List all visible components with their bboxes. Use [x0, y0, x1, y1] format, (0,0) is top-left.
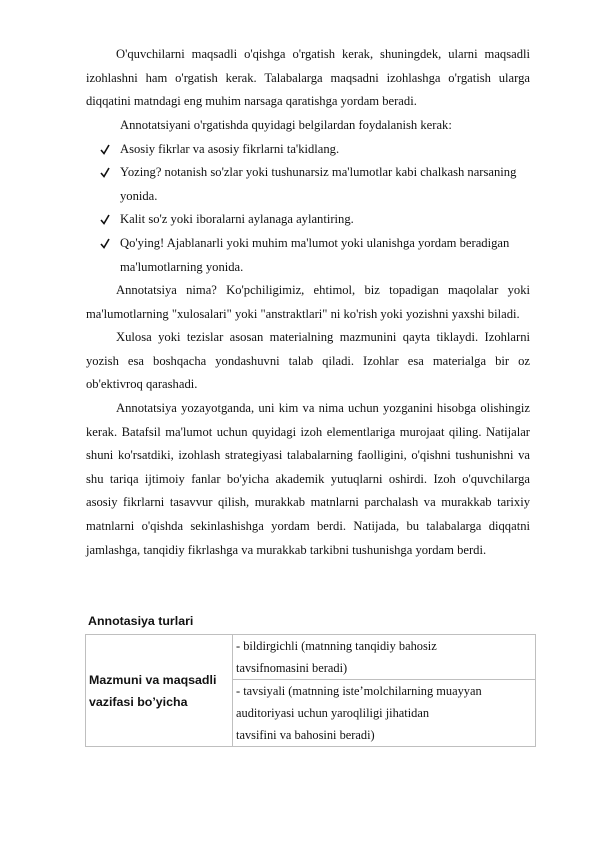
- checkmark-icon: [100, 144, 110, 155]
- bullet-item-1: [120, 138, 530, 162]
- bullet-text-4: Qo'ying! Ajablanarli yoki muhim ma'lumot yoki ulanishga yordam beradigan ma'lumotlarning yonida.: [120, 236, 510, 274]
- cell-text-line: - tavsiyali (matnning iste’molchilarning muayyan: [236, 684, 482, 698]
- cell-text-line: tavsifini va bahosini beradi): [236, 728, 375, 742]
- bullet-text-1: Asosiy fikrlar va asosiy fikrlarni ta'kidlang.: [120, 142, 340, 156]
- paragraph-summary-vs-annotation: Xulosa yoki tezislar asosan materialning mazmunini qayta tiklaydi. Izohlarni yozish esa boshqacha yondashuvni talab qiladi. Izohlar esa materialga bir oz ob'ektivroq qarashadi.: [86, 330, 530, 392]
- cell-text-line: - bildirgichli (matnning tanqidiy bahosiz: [236, 639, 437, 653]
- paragraph-what-is-annotation: Annotatsiya nima? Ko'pchiligimiz, ehtimol, biz topadigan maqolalar yoki ma'lumotlarning "xulosalari" yoki "anstraktlari" ni ko'rish yoki yozishni yaxshi biladi.: [86, 283, 530, 321]
- bullet-item-4: [120, 232, 530, 279]
- cell-text-line: tavsifnomasini beradi): [236, 661, 348, 675]
- checkmark-icon: [100, 238, 110, 249]
- category-label-line2: vazifasi bo’yicha: [89, 694, 188, 709]
- bullet-text-3: Kalit so'z yoki iboralarni aylanaga aylantiring.: [120, 212, 354, 226]
- paragraph-annotation-writing: Annotatsiya yozayotganda, uni kim va nima uchun yozganini hisobga olishingiz kerak. Batafsil ma'lumot uchun quyidagi izoh elementlariga murojaat qiling. Natijalar shuni ko'rsatdiki, izohlash strategiyasi talabalarning faolligini, o'qishni tushunishni va shu tariqa ijtimoiy fanlar bo'yicha akademik yutuqlarni oshirdi. Izoh o'quvchilarga asosiy fikrlarni tasavvur qilish, murakkab matnlarni parchalash va murakkab tarixiy matnlarni o'qishda sekinlashishga yordam berdi. Natijada, bu talabalarga diqqatni jamlashga, tanqidiy fikrlashga va murakkab tarkibni tushunishga yordam berdi.: [86, 401, 530, 557]
- paragraph-annotation-signs: Annotatsiyani o'rgatishda quyidagi belgilardan foydalanish kerak:: [120, 118, 452, 132]
- paragraph-intro: O'quvchilarni maqsadli o'qishga o'rgatish kerak, shuningdek, ularni maqsadli izohlashni ham o'rgatish kerak. Talabalarga maqsadni izohlashga o'rgatish ularga diqqatini matndagi eng muhim narsaga qaratishga yordam beradi.: [86, 47, 530, 109]
- table-cell-informative: [233, 635, 536, 680]
- bullet-item-2: [120, 161, 530, 208]
- table-cell-recommendatory: [233, 680, 536, 747]
- table-row: [86, 635, 536, 680]
- table-heading: Annotasiya turlari: [88, 614, 194, 628]
- annotation-types-table: [85, 634, 536, 747]
- table-category-cell: [86, 635, 233, 747]
- checkmark-icon: [100, 167, 110, 178]
- checkmark-icon: [100, 214, 110, 225]
- category-label-line1: Mazmuni va maqsadli: [89, 672, 217, 687]
- cell-text-line: auditoriyasi uchun yaroqliligi jihatidan: [236, 706, 430, 720]
- bullet-text-2: Yozing? notanish so'zlar yoki tushunarsiz ma'lumotlar kabi chalkash narsaning yonida.: [120, 165, 517, 203]
- bullet-item-3: [120, 208, 530, 232]
